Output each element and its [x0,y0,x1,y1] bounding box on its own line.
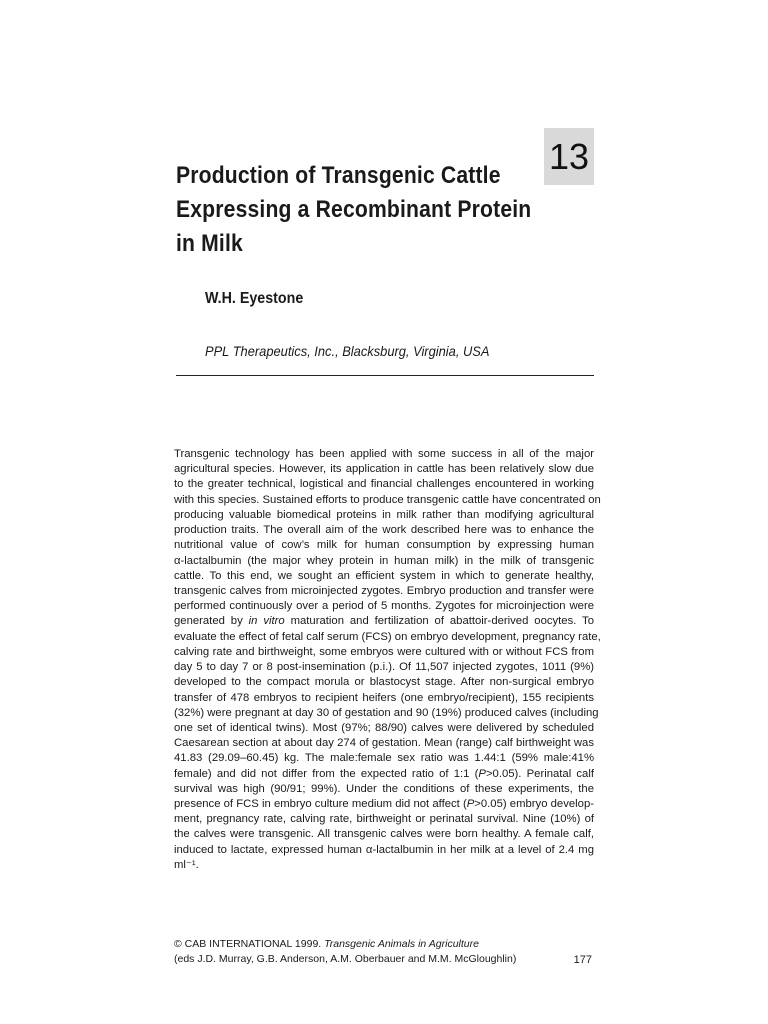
copyright-line [174,937,594,952]
book-title: Transgenic Animals in Agriculture [324,938,479,950]
chapter-title [176,159,532,261]
abstract-line: α-lactalbumin (the major whey protein in human milk) in the milk of transgenic [174,554,594,567]
abstract-line: agricultural species. However, its application in cattle has been relatively slow due [174,463,594,476]
abstract-line: to the greater technical, logistical and financial challenges encountered in working [174,478,594,491]
copyright-text: © CAB INTERNATIONAL 1999. [174,938,322,950]
abstract-line: nutritional value of cow’s milk for human consumption by expressing human [174,539,594,552]
title-line-3: in Milk [176,230,243,257]
abstract-line: one set of identical twins). Most (97%; 88/90) calves were delivered by scheduled [174,721,594,734]
abstract-line: evaluate the effect of fetal calf serum (FCS) on embryo development, pregnancy rate, [174,630,601,643]
abstract-line: cattle. To this end, we sought an efficient system in which to generate healthy, [174,569,594,582]
header-divider [176,375,594,376]
page-number: 177 [573,954,592,966]
abstract-line: presence of FCS in embryo culture medium did not affect (P>0.05) embryo develop- [174,798,594,811]
abstract-line: Transgenic technology has been applied with some success in all of the major [174,448,594,460]
abstract-line: survival was high (90/91; 99%). Under the conditions of these experiments, the [174,782,594,795]
abstract-line: calving rate and birthweight, some embryos were cultured with or without FCS from [174,645,594,658]
abstract-line: producing valuable biomedical proteins in milk rather than modifying agricultural [174,508,594,521]
title-line-1: Production of Transgenic Cattle [176,162,501,189]
abstract-line: with this species. Sustained efforts to produce transgenic cattle have concentrated on [174,493,601,506]
abstract-line: induced to lactate, expressed human α-lactalbumin in her milk at a level of 2.4 mg [174,843,594,856]
abstract-paragraph [174,447,601,873]
abstract-line: transgenic calves from microinjected zygotes. Embryo production and transfer were [174,584,594,597]
abstract-line: Caesarean section at about day 274 of gestation. Mean (range) calf birthweight was [174,737,594,750]
abstract-line: developed to the compact morula or blastocyst stage. After non-surgical embryo [174,676,594,689]
abstract-line: the calves were transgenic. All transgenic calves were born healthy. A female calf, [174,828,594,841]
abstract-line: female) and did not differ from the expected ratio of 1:1 (P>0.05). Perinatal calf [174,767,594,780]
abstract-line: (32%) were pregnant at day 30 of gestation and 90 (19%) produced calves (including [174,706,599,719]
chapter-number-badge: 13 [544,128,594,185]
abstract-line: ment, pregnancy rate, calving rate, birthweight or perinatal survival. Nine (10%) of [174,813,594,826]
author-name: W.H. Eyestone [205,290,304,307]
abstract-line: production traits. The overall aim of the work described here was to enhance the [174,524,594,537]
abstract-line: performed continuously over a period of 5 months. Zygotes for microinjection were [174,600,594,613]
abstract-line: day 5 to day 7 or 8 post-insemination (p.i.). Of 11,507 injected zygotes, 1011 (9%) [174,661,594,674]
page-footer [174,937,594,966]
author-affiliation: PPL Therapeutics, Inc., Blacksburg, Virginia, USA [205,343,490,359]
abstract-line: transfer of 478 embryos to recipient heifers (one embryo/recipient), 155 recipients [174,691,594,704]
abstract-line: 41.83 (29.09–60.45) kg. The male:female sex ratio was 1.44:1 (59% male:41% [174,752,594,765]
abstract-line: generated by in vitro maturation and fertilization of abattoir-derived oocytes. To [174,615,594,628]
abstract-line: ml⁻¹. [174,858,199,871]
title-line-2: Expressing a Recombinant Protein [176,196,532,223]
editors-line: (eds J.D. Murray, G.B. Anderson, A.M. Oberbauer and M.M. McGloughlin) [174,952,517,965]
